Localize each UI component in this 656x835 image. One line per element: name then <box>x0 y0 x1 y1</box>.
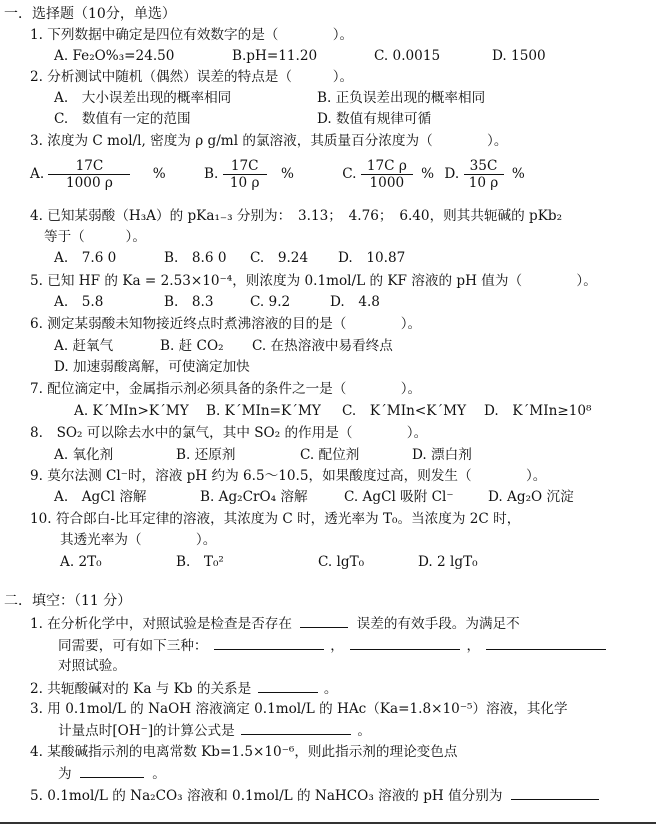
q3-option-a-label: A. <box>30 166 45 182</box>
fill-2-blank[interactable] <box>258 679 318 693</box>
q4-option-b: B. 8.6 0 <box>164 250 227 266</box>
q3-option-c-label: C. <box>342 166 357 182</box>
q6-option-d: D. 加速弱酸离解，可使滴定加快 <box>54 359 250 375</box>
q2-option-b: B. 正负误差出现的概率相同 <box>317 90 486 106</box>
fill-3-period: 。 <box>357 723 371 739</box>
q1-stem: 1. 下列数据中确定是四位有效数字的是（ ）。 <box>30 27 354 43</box>
q10-stem: 10. 符合郎白-比耳定律的溶液，其浓度为 C 时，透光率为 T₀。当浓度为 2C 时， <box>30 511 521 527</box>
fill-1-comma-1: ， <box>330 638 344 654</box>
fill-3-text-a: 3. 用 0.1mol/L 的 NaOH 溶液滴定 0.1mol/L 的 HAc（Ka=1.8×10⁻⁵）溶液，其化学 <box>30 701 568 717</box>
q10-option-b: B. T₀² <box>176 554 224 570</box>
q1-option-a: A. Fe₂O%₃=24.50 <box>54 48 175 64</box>
fill-3-line-2 <box>58 721 371 740</box>
q9-option-b: B. Ag₂CrO₄ 溶解 <box>200 489 308 505</box>
q7-option-a: A. K´MIn>K´MY <box>74 403 189 419</box>
q4-option-d: D. 10.87 <box>338 250 406 266</box>
q2-stem: 2. 分析测试中随机（偶然）误差的特点是（ ）。 <box>30 69 354 85</box>
fill-1-blank-4[interactable] <box>486 636 606 650</box>
q3-option-a-fraction <box>48 158 130 191</box>
fill-3-blank[interactable] <box>241 721 351 735</box>
q2-option-a: A. 大小误差出现的概率相同 <box>54 90 232 106</box>
section-2-title: 二．填空：（11 分） <box>4 593 132 609</box>
q3-option-a-numerator: 17C <box>48 158 130 175</box>
q3-option-c-denominator: 1000 <box>369 175 405 191</box>
q5-stem: 5. 已知 HF 的 Ka = 2.53×10⁻⁴，则浓度为 0.1mol/L 的 KF 溶液的 pH 值为（ ）。 <box>30 273 597 289</box>
q3-option-b-denominator: 10 ρ <box>229 175 260 191</box>
q6-option-c: C. 在热溶液中易看终点 <box>252 338 393 354</box>
q3-option-a-denominator: 1000 ρ <box>66 175 113 191</box>
q3-stem: 3. 浓度为 C mol/l, 密度为 ρ g/ml 的氯溶液，其质量百分浓度为（ ）。 <box>30 133 508 149</box>
q3-option-d-unit: % <box>511 166 525 182</box>
q3-option-a-unit: % <box>152 166 166 182</box>
q10-option-a: A. 2T₀ <box>60 554 102 570</box>
fill-2-text: 2. 共轭酸碱对的 Ka 与 Kb 的关系是 <box>30 681 252 697</box>
q9-option-a: A. AgCl 溶解 <box>54 489 147 505</box>
q9-option-d: D. Ag₂O 沉淀 <box>488 489 574 505</box>
q10-continuation: 其透光率为（ ）。 <box>60 532 217 548</box>
fill-4-line-2 <box>58 764 166 783</box>
q8-option-c: C. 配位剂 <box>300 447 360 463</box>
q5-option-d: D. 4.8 <box>330 294 380 310</box>
fill-1-text-f: 对照试验。 <box>58 658 126 674</box>
fill-3-text-b: 计量点时[OH⁻]的计算公式是 <box>58 723 235 739</box>
q8-stem: 8. SO₂ 可以除去水中的氯气，其中 SO₂ 的作用是（ ）。 <box>30 425 428 441</box>
q2-option-d: D. 数值有规律可循 <box>317 111 432 127</box>
q10-option-c: C. lgT₀ <box>318 554 365 570</box>
q3-option-d-numerator: 35C <box>464 158 504 175</box>
q3-option-b-label: B. <box>204 166 219 182</box>
fill-1-line-2 <box>58 636 608 655</box>
fill-1-line-1 <box>30 614 520 633</box>
q3-option-b-unit: % <box>281 166 294 182</box>
fill-4-blank[interactable] <box>80 764 144 778</box>
q8-option-a: A. 氧化剂 <box>54 447 114 463</box>
q5-option-b: B. 8.3 <box>164 294 214 310</box>
q3-options <box>30 154 525 194</box>
q4-stem: 4. 已知某弱酸（H₃A）的 pKa₁₋₃ 分别为： 3.13； 4.76； 6.40，则其共轭碱的 pKb₂ <box>30 208 563 224</box>
q4-continuation: 等于（ ）。 <box>44 229 146 245</box>
q1-option-b: B.pH=11.20 <box>232 48 318 64</box>
fill-1-comma-2: ， <box>466 638 481 654</box>
q2-option-c: C. 数值有一定的范围 <box>54 111 191 127</box>
q5-option-c: C. 9.2 <box>250 294 291 310</box>
fill-1-text-a: 1. 在分析化学中，对照试验是检查是否存在 <box>30 616 292 632</box>
q3-option-b-fraction <box>223 158 267 191</box>
fill-1-blank-3[interactable] <box>350 636 460 650</box>
fill-1-blank-1[interactable] <box>300 614 348 628</box>
q7-option-c: C. K´MIn<K´MY <box>342 403 467 419</box>
q3-option-d-denominator: 10 ρ <box>468 175 499 191</box>
fill-2-line <box>30 679 337 698</box>
q1-option-c: C. 0.0015 <box>374 48 441 64</box>
q4-option-a: A. 7.6 0 <box>54 250 117 266</box>
q7-option-b: B. K´MIn=K´MY <box>206 403 321 419</box>
fill-5-text: 5. 0.1mol/L 的 Na₂CO₃ 溶液和 0.1mol/L 的 NaHCO₃ 溶液的 pH 值分别为 <box>30 788 503 804</box>
fill-4-period: 。 <box>152 766 166 782</box>
q3-option-c-unit: % <box>421 166 435 182</box>
fill-4-text-a: 4. 某酸碱指示剂的电离常数 Kb=1.5×10⁻⁶，则此指示剂的理论变色点 <box>30 744 458 760</box>
bottom-rule <box>0 822 656 824</box>
q9-stem: 9. 莫尔法测 Cl⁻时，溶液 pH 约为 6.5～10.5，如果酸度过高，则发生（ ）。 <box>30 468 547 484</box>
q6-option-b: B. 赶 CO₂ <box>160 338 224 354</box>
fill-5-line <box>30 786 603 805</box>
fill-1-text-c: 同需要，可有如下三种： <box>58 638 208 654</box>
q3-option-d-label: D. <box>444 166 460 182</box>
q1-option-d: D. 1500 <box>492 48 546 64</box>
fill-4-text-b: 为 <box>58 766 72 782</box>
fill-5-blank[interactable] <box>511 786 599 800</box>
q5-option-a: A. 5.8 <box>54 294 104 310</box>
q9-option-c: C. AgCl 吸附 Cl⁻ <box>344 489 454 505</box>
fill-1-blank-2[interactable] <box>214 636 324 650</box>
fill-2-period: 。 <box>323 681 338 697</box>
q3-option-c-fraction <box>361 158 413 191</box>
q6-stem: 6. 测定某弱酸未知物接近终点时煮沸溶液的目的是（ ）。 <box>30 316 422 332</box>
q3-option-c-numerator: 17C ρ <box>361 158 413 175</box>
q3-option-d-fraction <box>464 158 504 191</box>
fill-1-text-b: 误差的有效手段。为满足不 <box>356 616 520 632</box>
q6-option-a: A. 赶氧气 <box>54 338 114 354</box>
q8-option-b: B. 还原剂 <box>176 447 236 463</box>
q10-option-d: D. 2 lgT₀ <box>418 554 478 570</box>
section-1-title: 一．选择题（10分，单选） <box>4 6 176 22</box>
q3-option-b-numerator: 17C <box>223 158 267 175</box>
q8-option-d: D. 漂白剂 <box>412 447 472 463</box>
q4-option-c: C. 9.24 <box>250 250 309 266</box>
q7-option-d: D. K´MIn≥10⁸ <box>484 403 592 419</box>
q7-stem: 7. 配位滴定中，金属指示剂必须具备的条件之一是（ ）。 <box>30 381 422 397</box>
